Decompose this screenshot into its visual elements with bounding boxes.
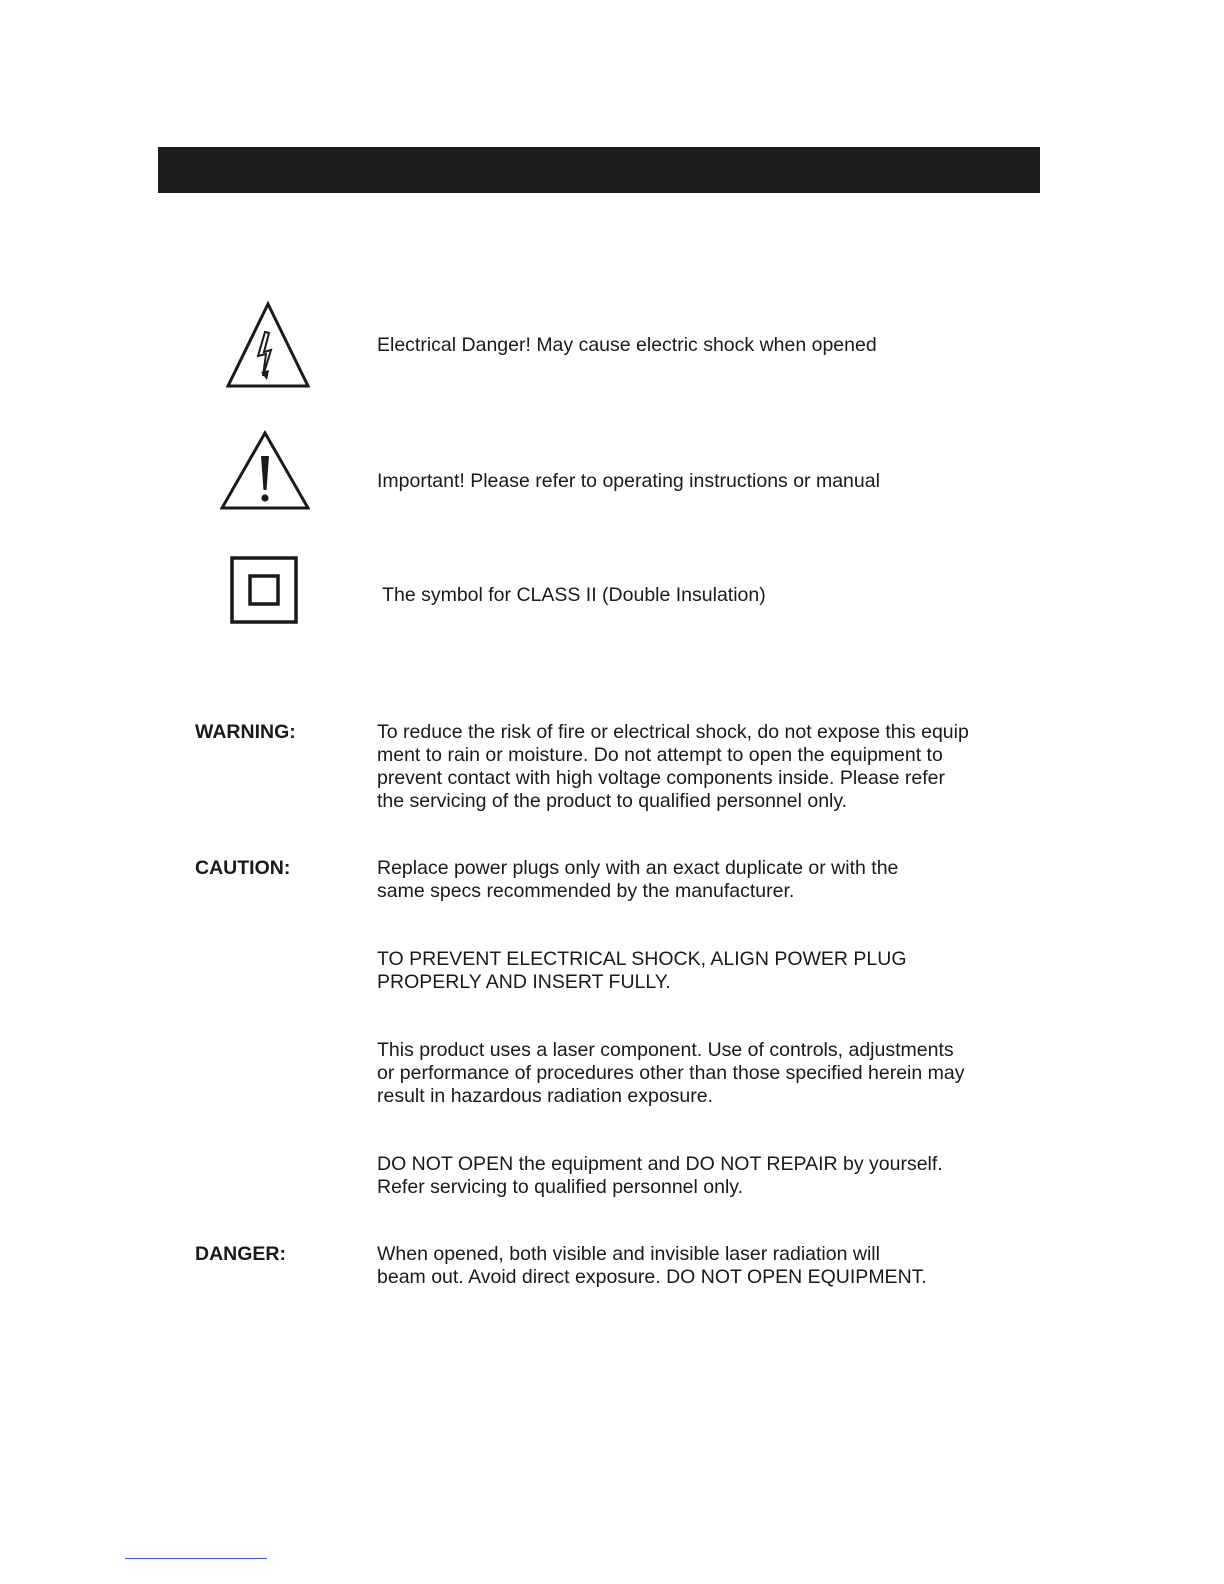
danger-paragraph xyxy=(377,1243,1017,1289)
danger-line: When opened, both visible and invisible laser radiation will xyxy=(377,1243,880,1265)
do-not-open-paragraph xyxy=(377,1153,1017,1199)
warning-line: prevent contact with high voltage components inside. Please refer xyxy=(377,767,945,789)
danger-line: beam out. Avoid direct exposure. DO NOT OPEN EQUIPMENT. xyxy=(377,1266,927,1288)
prevent-shock-line: TO PREVENT ELECTRICAL SHOCK, ALIGN POWER PLUG xyxy=(377,948,907,970)
footer-rule xyxy=(125,1558,267,1559)
laser-line: result in hazardous radiation exposure. xyxy=(377,1085,714,1107)
prevent-shock-line: PROPERLY AND INSERT FULLY. xyxy=(377,971,671,993)
caution-label: CAUTION: xyxy=(195,857,291,879)
important-exclamation-icon xyxy=(220,430,310,510)
prevent-shock-paragraph xyxy=(377,948,1017,994)
caution-paragraph xyxy=(377,857,1017,903)
warning-line: ment to rain or moisture. Do not attempt to open the equipment to xyxy=(377,744,943,766)
do-not-open-line: DO NOT OPEN the equipment and DO NOT REPAIR by yourself. xyxy=(377,1153,943,1175)
laser-line: This product uses a laser component. Use of controls, adjustments xyxy=(377,1039,954,1061)
important-text: Important! Please refer to operating instructions or manual xyxy=(377,470,880,492)
warning-line: To reduce the risk of fire or electrical shock, do not expose this equip xyxy=(377,721,969,743)
warning-label: WARNING: xyxy=(195,721,296,743)
do-not-open-line: Refer servicing to qualified personnel only. xyxy=(377,1176,744,1198)
header-bar xyxy=(158,147,1040,193)
laser-paragraph xyxy=(377,1039,1017,1108)
danger-label: DANGER: xyxy=(195,1243,286,1265)
class-ii-text: The symbol for CLASS II (Double Insulation) xyxy=(377,584,766,606)
caution-line: Replace power plugs only with an exact duplicate or with the xyxy=(377,857,899,879)
laser-line: or performance of procedures other than those specified herein may xyxy=(377,1062,965,1084)
warning-paragraph xyxy=(377,721,1017,813)
electrical-danger-text: Electrical Danger! May cause electric shock when opened xyxy=(377,334,877,356)
class-ii-double-insulation-icon xyxy=(230,556,298,624)
caution-line: same specs recommended by the manufacturer. xyxy=(377,880,795,902)
electrical-danger-icon xyxy=(225,300,311,390)
warning-line: the servicing of the product to qualified personnel only. xyxy=(377,790,848,812)
